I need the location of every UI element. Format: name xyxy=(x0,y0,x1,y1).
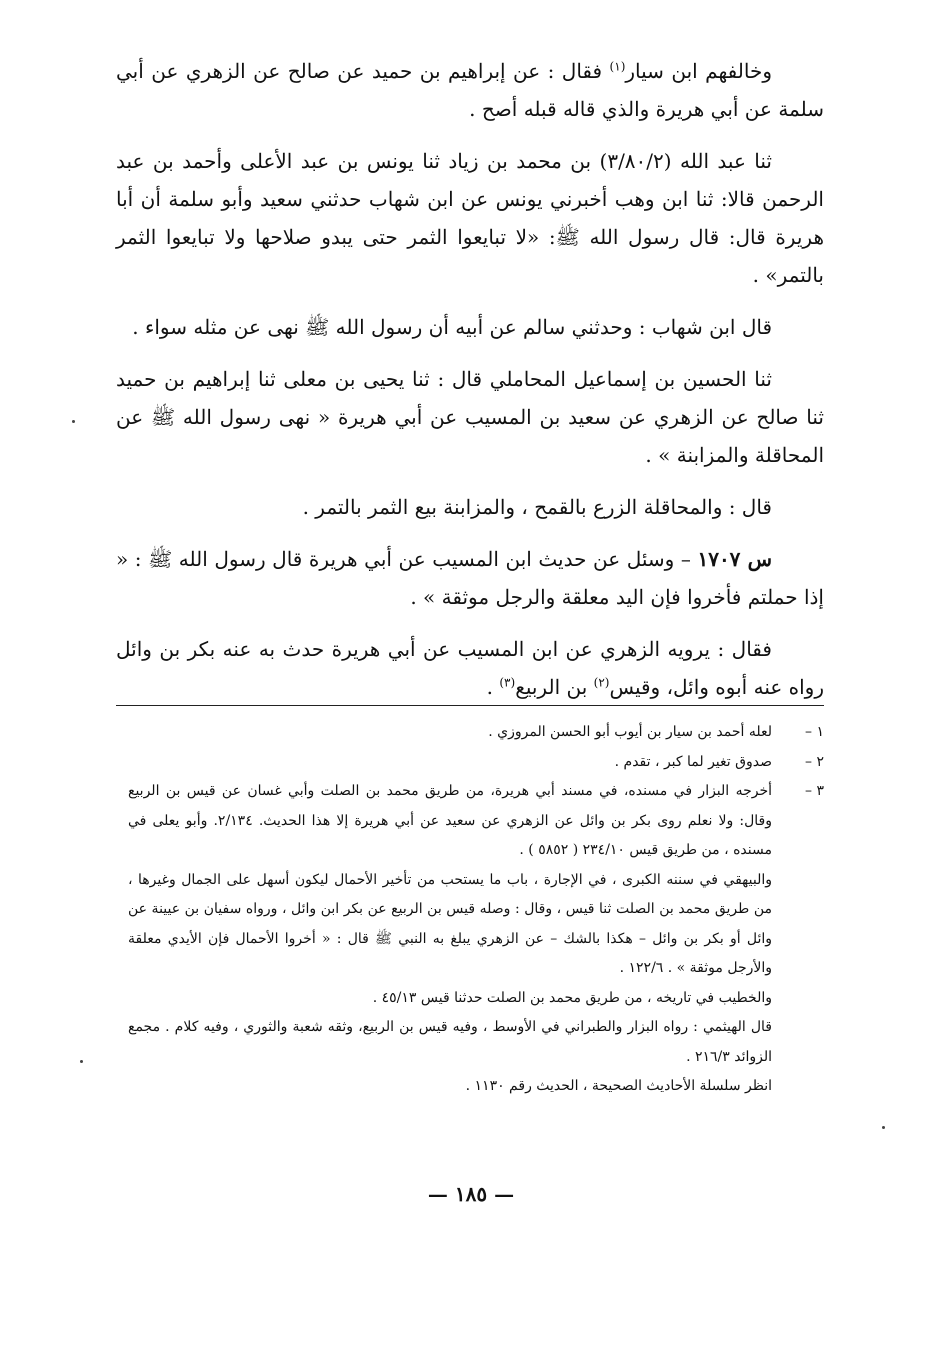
scan-speck xyxy=(882,1126,885,1129)
answer-text-end: . xyxy=(486,675,500,699)
footnote-3-para-2: والبيهقي في سننه الكبرى ، في الإجارة ، باب ما يستحب من تأخير الأحمال ليكون أسهل على الجمال وغيرها ، من طريق محمد بن الصلت ثنا قيس ، وقال : وصله قيس بن الربيع عن بكر ابن وائل ، ورواه سفيان بن عيينة عن وائل أو بكر بن وائل – هكذا بالشك – عن الزهري يبلغ به النبي ﷺ قال : « أخروا الأحمال فإن الأيدي معلقة والأرجل موثقة » . ١٢٢/٦ . xyxy=(128,871,772,976)
footnote-3-body xyxy=(128,777,772,1102)
answer-text-middle: بن الربيع xyxy=(515,675,594,699)
footnote-3-number: ٣ – xyxy=(805,783,824,799)
footnotes xyxy=(128,718,824,1102)
scan-speck xyxy=(72,420,75,423)
question-paragraph xyxy=(116,540,824,616)
scan-speck xyxy=(80,1060,83,1063)
footnote-ref-3[interactable]: (٣) xyxy=(499,675,516,690)
footnote-3-para-4: قال الهيثمي : رواه البزار والطبراني في الأوسط ، وفيه قيس بن الربيع، وثقه شعبة والثوري ، وفيه كلام . مجمع الزوائد ٢١٦/٣ . xyxy=(128,1019,772,1065)
footnote-2-number: ٢ – xyxy=(805,753,824,770)
footnote-3 xyxy=(128,777,824,1102)
answer-text-start: فقال : يرويه الزهري عن ابن المسيب عن أبي هريرة حدث به عنه بكر بن وائل رواه عنه أبوه وائل، وقيس xyxy=(116,637,824,699)
footnote-1-number: ١ – xyxy=(805,724,824,740)
footnote-2-text: صدوق تغير لما كبر ، تقدم . xyxy=(614,753,772,770)
paragraph-2: ثنا عبد الله (٣/٨٠/٢) بن محمد بن زياد ثنا يونس بن عبد الأعلى وأحمد بن عبد الرحمن قالا: ثنا ابن وهب أخبرني يونس عن ابن شهاب حدثني سعيد وأبو سلمة أن أبا هريرة قال: قال رسول الله ﷺ: «لا تبايعوا الثمر حتى يبدو صلاحها ولا تبايعوا الثمر بالتمر» . xyxy=(116,149,824,287)
paragraph-1-start: وخالفهم ابن سيار xyxy=(625,59,772,83)
paragraph-3: قال ابن شهاب : وحدثني سالم عن أبيه أن رسول الله ﷺ نهى عن مثله سواء . xyxy=(132,315,772,339)
paragraph-1 xyxy=(116,52,824,128)
footnote-2 xyxy=(128,748,824,778)
paragraph-5: قال : والمحاقلة الزرع بالقمح ، والمزابنة بيع الثمر بالتمر . xyxy=(302,495,772,519)
footnote-3-para-1: أخرجه البزار في مسنده، في مسند أبي هريرة، من طريق محمد بن الصلت وأبي غسان عن قيس بن الربيع وقال: ولا نعلم روى بكر بن وائل عن الزهري عن سعيد عن أبي هريرة إلا هذا الحديث. ٢/١٣٤. وأبو يعلى في مسنده ، من طريق قيس ٢٣٤/١٠ ( ٥٨٥٢ ) . xyxy=(128,783,772,858)
footnote-separator xyxy=(116,705,824,706)
paragraph-4: ثنا الحسين بن إسماعيل المحاملي قال : ثنا يحيى بن معلى ثنا إبراهيم بن حميد ثنا صالح عن الزهري عن سعيد بن المسيب عن أبي هريرة « نهى رسول الله ﷺ عن المحاقلة والمزابنة » . xyxy=(116,367,824,467)
footnote-3-para-5: انظر سلسلة الأحاديث الصحيحة ، الحديث رقم ١١٣٠ . xyxy=(465,1078,772,1094)
page-number: — ١٨٥ — xyxy=(427,1182,515,1206)
footnote-3-para-3: والخطيب في تاريخه ، من طريق محمد بن الصلت حدثنا قيس ٤٥/١٣ . xyxy=(372,989,772,1006)
footnote-ref-2[interactable]: (٢) xyxy=(593,675,610,690)
footnote-1-text: لعله أحمد بن سيار بن أيوب أبو الحسن المروزي . xyxy=(488,724,772,740)
question-text: – وسئل عن حديث ابن المسيب عن أبي هريرة قال رسول الله ﷺ : « إذا حملتم فأخروا فإن اليد معلقة والرجل موثقة » . xyxy=(116,547,824,609)
paragraph-1-end: فقال : عن إبراهيم بن حميد عن صالح عن الزهري عن أبي سلمة عن أبي هريرة والذي قاله قبله أصح . xyxy=(116,59,824,121)
footnote-ref-1[interactable]: (١) xyxy=(609,59,626,74)
footnote-1 xyxy=(128,718,824,748)
question-number: س ١٧٠٧ xyxy=(697,547,772,571)
answer-paragraph xyxy=(116,630,824,706)
main-text xyxy=(116,52,824,720)
